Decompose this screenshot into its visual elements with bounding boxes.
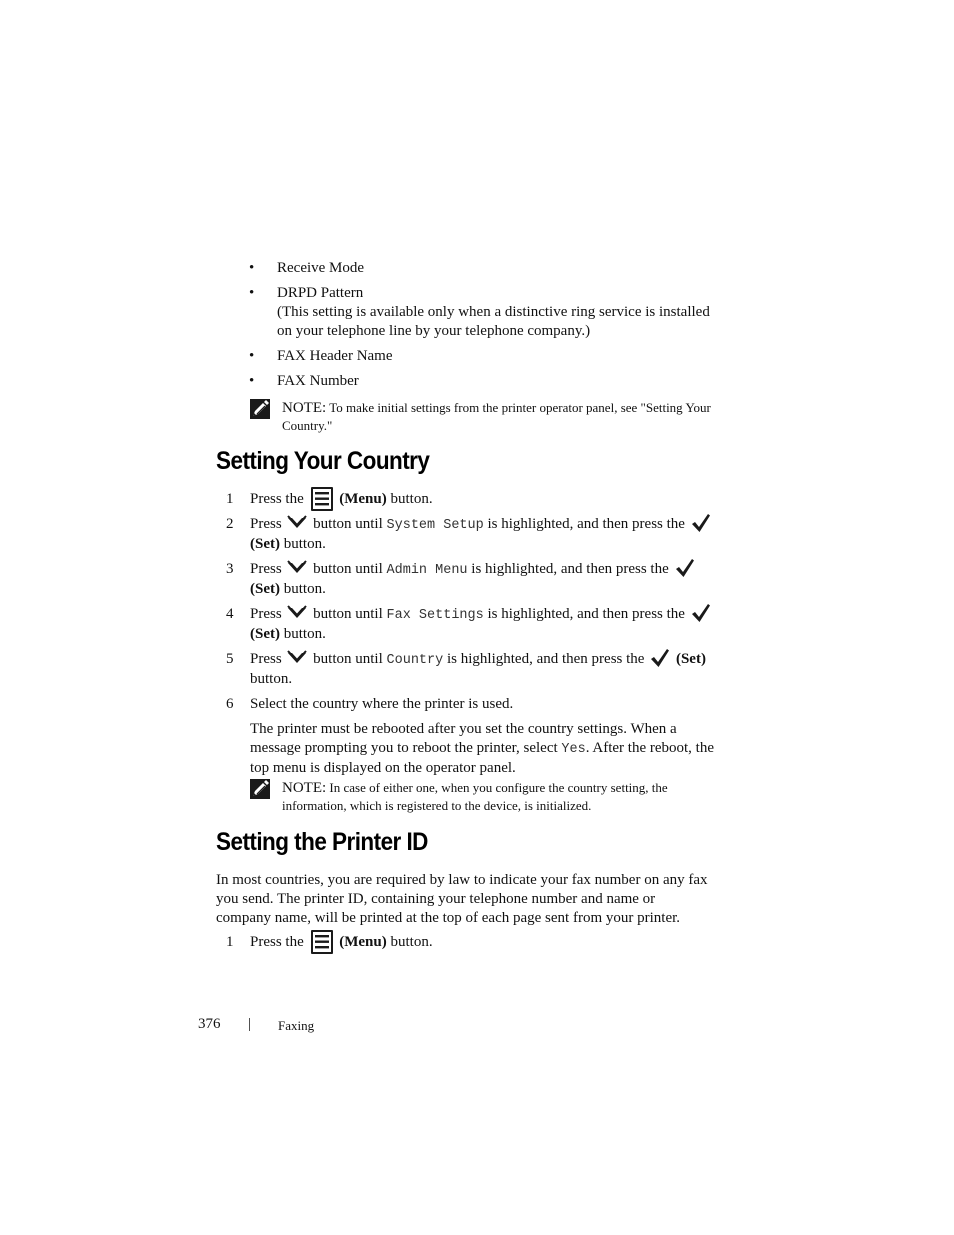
down-arrow-button-icon [287, 650, 307, 666]
set-checkmark-icon [650, 648, 670, 668]
step-number: 1 [226, 491, 234, 507]
menu-item-code: Fax Settings [386, 608, 484, 623]
step-text: button. [390, 491, 433, 507]
step-1 [226, 490, 716, 509]
step-1 [226, 933, 716, 952]
step-text: button. [250, 671, 293, 687]
menu-label: (Menu) [339, 491, 387, 507]
step-text: Press [250, 606, 282, 622]
step-number: 6 [226, 696, 234, 712]
step-text: Press [250, 561, 282, 577]
step-number: 5 [226, 651, 234, 667]
section-title-setting-your-country: Setting Your Country [216, 447, 430, 475]
note-initial-settings [250, 399, 720, 434]
bullet-label: Receive Mode [277, 260, 365, 276]
reboot-paragraph [226, 720, 716, 778]
footer-separator: | [248, 1016, 252, 1032]
step-text: button until [313, 651, 383, 667]
bullet-item-fax-number [249, 372, 719, 391]
bullet-label: DRPD Pattern [277, 285, 364, 301]
menu-label: (Menu) [339, 934, 387, 950]
step-text: button. [283, 536, 326, 552]
steps-setting-your-country [226, 490, 716, 778]
note-label: NOTE: [282, 400, 327, 416]
note-text: To make initial settings from the printer operator panel, see "Setting Your Country." [282, 400, 711, 433]
steps-setting-the-printer-id [226, 933, 716, 958]
printer-id-intro: In most countries, you are required by law to indicate your fax number on any fax you send. The printer ID, containing your telephone number and name or company name, will be printed at the top of each page sent from your printer. [216, 872, 708, 926]
step-number: 3 [226, 561, 234, 577]
step-number: 1 [226, 934, 234, 950]
bullet-label: FAX Header Name [277, 348, 393, 364]
down-arrow-button-icon [287, 515, 307, 531]
note-label: NOTE: [282, 780, 327, 796]
step-text: is highlighted, and then press the [446, 651, 645, 667]
bullet-label: FAX Number [277, 373, 359, 389]
down-arrow-button-icon [287, 560, 307, 576]
bullet-dot: • [249, 373, 255, 389]
step-text: Press [250, 651, 282, 667]
step-text: button until [313, 561, 383, 577]
step-text: button until [313, 606, 383, 622]
section-title-setting-the-printer-id: Setting the Printer ID [216, 828, 428, 856]
bullet-note: (This setting is available only when a distinctive ring service is installed on your telephone line by your telephone company.) [277, 304, 710, 339]
step-text: is highlighted, and then press the [487, 516, 685, 532]
bullet-item-fax-header-name [249, 347, 719, 366]
bullet-dot: • [249, 285, 255, 301]
paragraph-text: . After the reboot, the top menu is displayed on the operator panel. [250, 740, 715, 776]
step-text: is highlighted, and then press the [471, 561, 669, 577]
step-text: button. [283, 581, 326, 597]
step-text: is highlighted, and then press the [487, 606, 685, 622]
note-text: In case of either one, when you configure the country setting, the information, which is registered to the device, is initialized. [282, 780, 668, 813]
menu-item-code: Admin Menu [386, 563, 468, 578]
set-checkmark-icon [675, 558, 695, 578]
bullet-list [249, 259, 719, 397]
page-number: 376 [198, 1016, 221, 1032]
bullet-item-drpd-pattern [249, 284, 719, 341]
step-text: Select the country where the printer is used. [250, 696, 514, 712]
note-pencil-icon [250, 779, 270, 799]
set-label: (Set) [250, 536, 280, 552]
step-text: button until [313, 516, 383, 532]
step-2 [226, 515, 716, 554]
step-number: 2 [226, 516, 234, 532]
set-label: (Set) [250, 626, 280, 642]
chapter-name: Faxing [278, 1018, 315, 1033]
note-pencil-icon [250, 399, 270, 419]
bullet-item-receive-mode [249, 259, 719, 278]
menu-item-code: System Setup [386, 518, 484, 533]
menu-button-icon [310, 486, 334, 512]
set-label: (Set) [675, 651, 706, 667]
paragraph-text: The printer must be rebooted after you set the country settings. When a message prompting you to reboot the printer, select [250, 721, 677, 756]
step-text: button. [390, 934, 433, 950]
bullet-dot: • [249, 260, 255, 276]
menu-item-code: Country [386, 653, 444, 668]
step-text: Press the [250, 934, 304, 950]
menu-button-icon [310, 929, 334, 955]
step-4 [226, 605, 716, 644]
set-label: (Set) [250, 581, 280, 597]
down-arrow-button-icon [287, 605, 307, 621]
step-number: 4 [226, 606, 234, 622]
note-country-setting [250, 779, 720, 814]
step-6 [226, 695, 716, 714]
step-text: Press the [250, 491, 304, 507]
set-checkmark-icon [691, 603, 711, 623]
step-5 [226, 650, 716, 689]
step-text: Press [250, 516, 282, 532]
page-footer [198, 1015, 315, 1034]
step-text: button. [283, 626, 326, 642]
yes-option-code: Yes [561, 742, 586, 757]
step-3 [226, 560, 716, 599]
bullet-dot: • [249, 348, 255, 364]
set-checkmark-icon [691, 513, 711, 533]
